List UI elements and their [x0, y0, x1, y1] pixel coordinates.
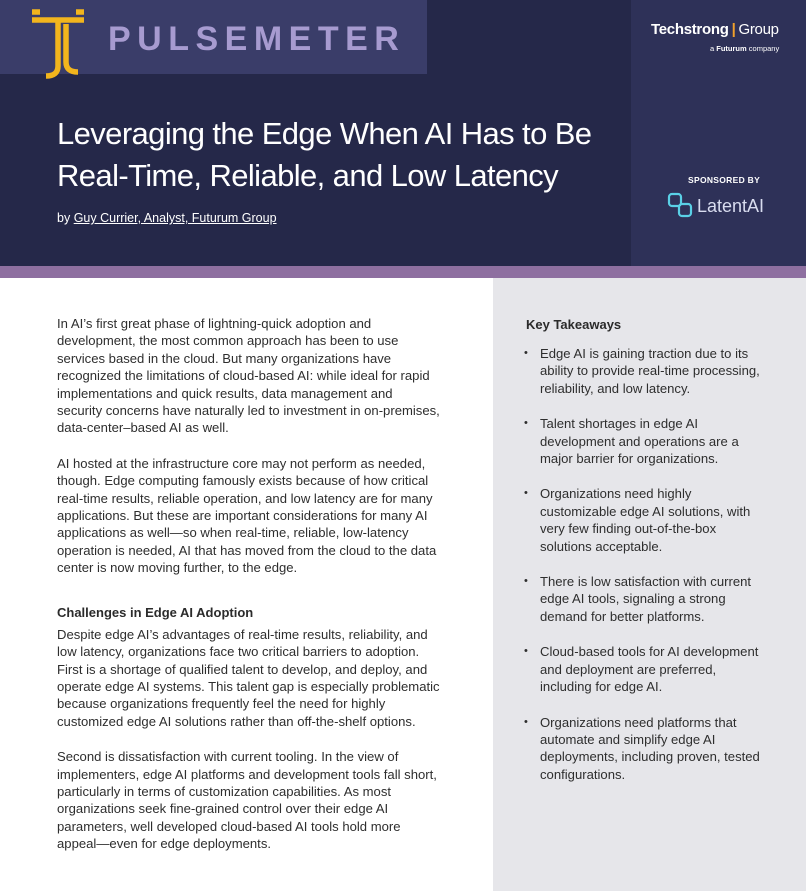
- brand-banner: [0, 0, 427, 74]
- list-item: [523, 485, 763, 555]
- takeaway-text: Edge AI is gaining traction due to its ability to provide real-time processing, reliability, and low latency.: [540, 346, 760, 396]
- article-paragraph-2: AI hosted at the infrastructure core may not perform as needed, though. Edge computing famously exists because of how critical real-time results, reliable operation, and low latency are for many applications. But these are important considerations for many AI applications as well—so when real-time, reliable, low-latency operation is needed, AI that has moved from the cloud to the data center is now moving further, to the edge.: [57, 455, 437, 576]
- sponsor-panel: [631, 0, 806, 266]
- bullet-icon: •: [524, 347, 528, 359]
- list-item: [523, 573, 763, 625]
- key-takeaways-sidebar: [493, 278, 806, 891]
- article-paragraph-3: Despite edge AI’s advantages of real-time results, reliability, and low latency, organizations face two critical barriers to adoption. First is a shortage of qualified talent to develop, and deploy, and operate edge AI systems. This talent gap is especially problematic because organizations frequently feel the need for highly customized edge AI solutions rather than off-the-shelf options.: [57, 626, 440, 729]
- byline-prefix: by: [57, 211, 71, 225]
- takeaway-text: Organizations need platforms that automate and simplify edge AI deployments, including proven, tested configurations.: [540, 714, 760, 782]
- takeaway-text: Talent shortages in edge AI development and operations are a major barrier for organizations.: [540, 416, 739, 467]
- publisher-logo: [651, 21, 779, 38]
- key-takeaways-heading: Key Takeaways: [526, 317, 622, 332]
- sponsored-by-label: SPONSORED BY: [688, 175, 761, 185]
- takeaway-text: Organizations need highly customizable edge AI solutions, with very few finding out-of-the-box solutions acceptable.: [540, 486, 751, 554]
- report-title: [57, 113, 617, 197]
- author-link[interactable]: Guy Currier, Analyst, Futurum Group: [73, 211, 277, 225]
- list-item: [523, 643, 763, 695]
- latentai-link-icon: [667, 192, 693, 218]
- publisher-separator-bar: |: [731, 21, 736, 38]
- takeaway-text: Cloud-based tools for AI development and deployment are preferred, including for edge AI.: [540, 644, 759, 695]
- key-takeaways-list: [523, 345, 763, 801]
- section-heading: Challenges in Edge AI Adoption: [57, 604, 254, 620]
- bullet-icon: •: [524, 487, 528, 500]
- publisher-name-rest: Group: [738, 21, 779, 38]
- bullet-icon: •: [524, 575, 528, 588]
- article-paragraph-1: In AI’s first great phase of lightning-quick adoption and development, the most common approach has been to use services based in the cloud. But many organizations have recognized the limitations of cloud-based AI: while ideal for rapid implementations and quick results, data management and security concerns have naturally led to investment in on-premises, data-center–based AI as well.: [57, 316, 440, 436]
- publisher-sub-suffix: company: [748, 44, 780, 53]
- list-item: [523, 415, 763, 467]
- article-paragraph-4: Second is dissatisfaction with current tooling. In the view of implementers, edge AI platforms and development tools fall short, particularly in terms of customization capabilities. As most organizations seek fine-grained control over their edge AI parameters, well developed cloud-based AI tools hold more appeal—even for edge deployments.: [57, 749, 437, 852]
- list-item: [523, 345, 763, 397]
- publisher-sub-prefix: a: [710, 44, 715, 53]
- byline: [57, 211, 277, 225]
- brand-name: PULSEMETER: [108, 20, 406, 58]
- list-item: [523, 714, 763, 784]
- report-header: [0, 0, 806, 266]
- publisher-subline: [710, 44, 779, 53]
- pulsemeter-t-logo-icon: [30, 8, 90, 80]
- header-divider: [0, 266, 806, 278]
- main-article: [57, 315, 441, 871]
- bullet-icon: •: [524, 417, 528, 430]
- report-title-line-1: Leveraging the Edge When AI Has to Be: [57, 116, 592, 151]
- publisher-name-bold: Techstrong: [651, 21, 729, 38]
- bullet-icon: •: [524, 715, 528, 728]
- takeaway-text: There is low satisfaction with current edge AI tools, signaling a strong demand for better platforms.: [540, 574, 752, 624]
- publisher-sub-brand: Futurum: [716, 44, 747, 53]
- bullet-icon: •: [524, 645, 528, 658]
- report-title-line-2: Real-Time, Reliable, and Low Latency: [57, 158, 559, 193]
- sponsor-name: LatentAI: [697, 196, 765, 216]
